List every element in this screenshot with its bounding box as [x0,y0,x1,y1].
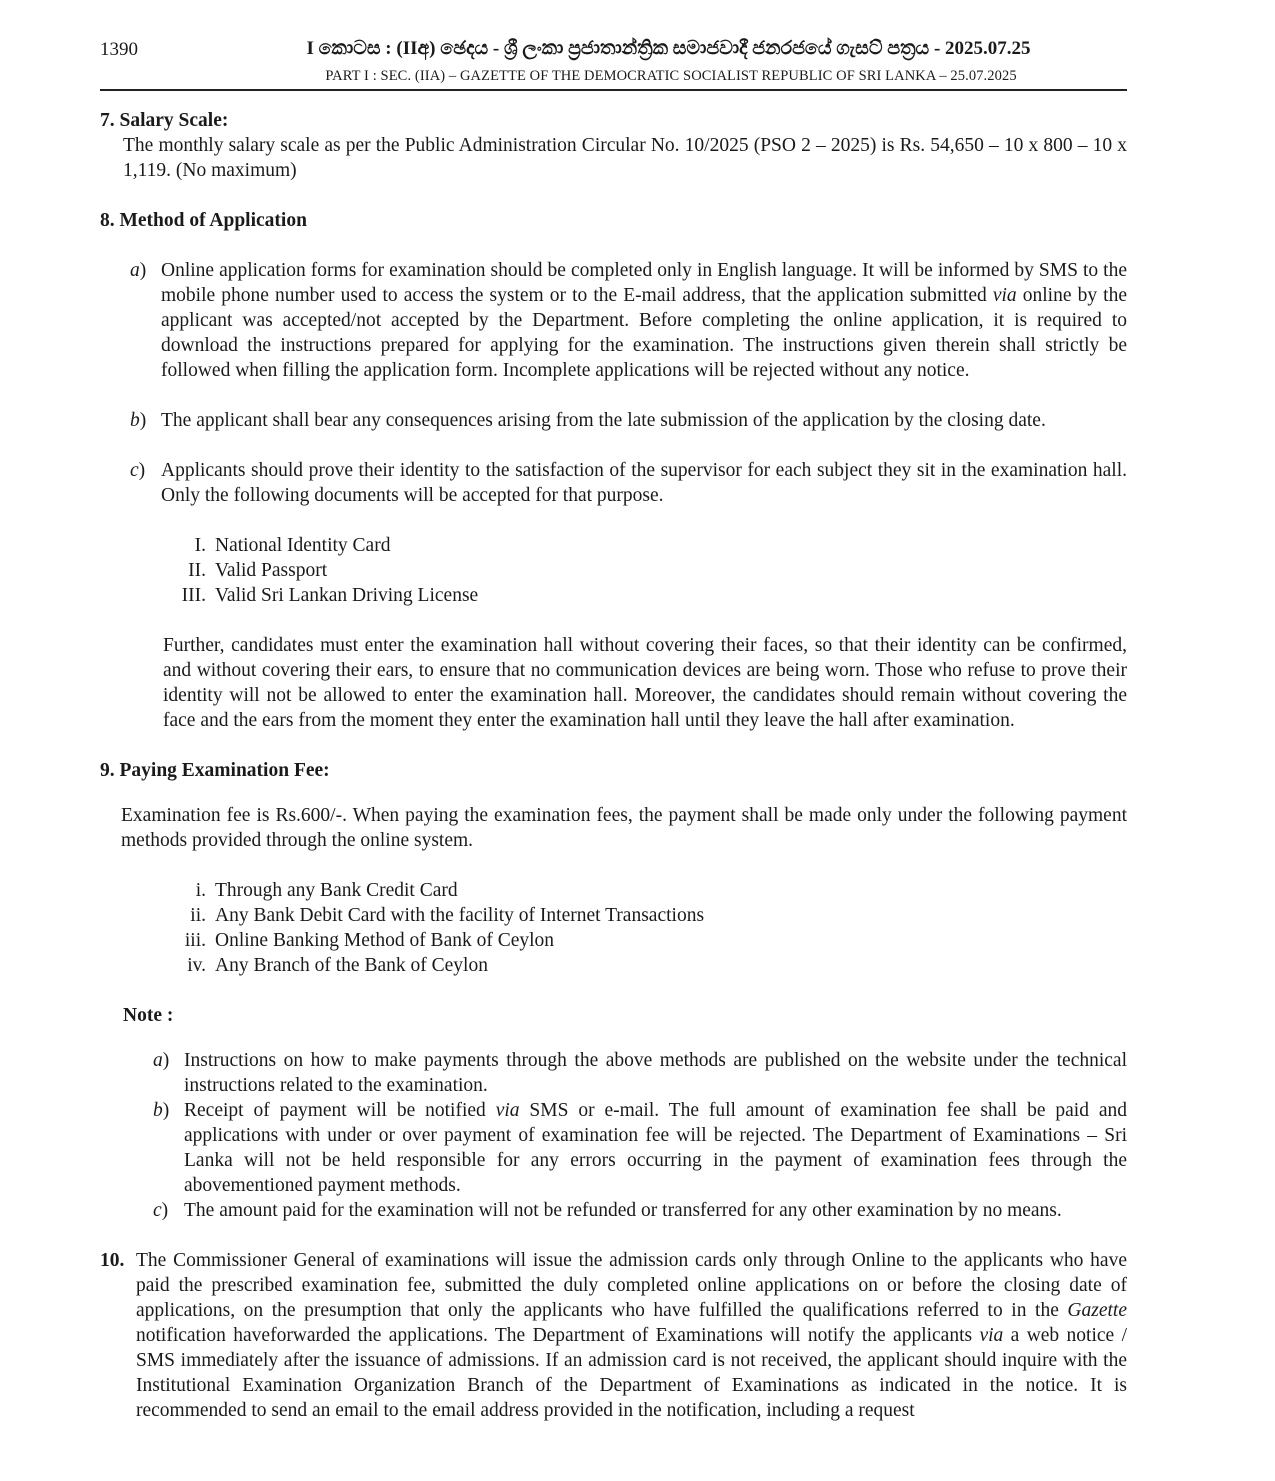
section-8-item-a [100,258,1127,383]
section-9 [100,758,1127,1223]
section-9-heading: 9. Paying Examination Fee: [100,760,330,781]
item-marker: a) [130,260,147,281]
note-heading: Note : [123,1005,174,1026]
section-10 [100,1248,1127,1423]
section-7 [100,108,1127,183]
section-10-text: The Commissioner General of examinations will issue the admission cards only through Online to the applicants who have paid the prescribed examination fee, submitted the duly completed online applications on or before the closing date of applications, on the presumption that only the applicants who have fulfilled the qualifications referred to in the [136,1250,1127,1321]
list-item: II. Valid Passport [188,560,328,581]
item-marker: b) [153,1100,170,1121]
identity-documents-list [100,533,1127,608]
list-item: III. Valid Sri Lankan Driving License [181,585,479,606]
item-text: SMS or e-mail. The full amount of examination fee shall be paid and applications with under or over payment of examination fee will be rejected. The Department of Examinations – Sri Lanka will not be held responsible for any errors occurring in the payment of examination fees through the abovementioned payment methods. [184,1100,1127,1196]
note-item-c [100,1198,1127,1223]
list-item: iii. Online Banking Method of Bank of Ceylon [184,930,555,951]
item-marker: a) [153,1050,170,1071]
section-10-text: a web notice / SMS immediately after the issuance of admissions. If an admission card is not received, the applicant should inquire with the Institutional Examination Organization Branch of the Department of Examinations as indicated in the notice. It is recommended to send an email to the email address provided in the notification, including a request [136,1325,1127,1421]
section-8-item-b [100,408,1127,433]
payment-methods-list [100,878,1127,978]
list-item: iv. Any Branch of the Bank of Ceylon [187,955,488,976]
section-9-text: Examination fee is Rs.600/-. When paying the examination fees, the payment shall be made only under the following payment methods provided through the online system. [121,805,1127,851]
item-text: The applicant shall bear any consequences arising from the late submission of the application by the closing date. [161,410,1046,431]
section-7-text: The monthly salary scale as per the Public Administration Circular No. 10/2025 (PSO 2 – 2025) is Rs. 54,650 – 10 x 800 – 10 x 1,119. (No maximum) [123,135,1127,181]
section-10-text-italic: Gazette [1067,1300,1127,1321]
page-number: 1390 [100,39,138,60]
section-10-text: notification haveforwarded the applications. The Department of Examinations will notify the applicants [136,1325,980,1346]
item-marker: c) [153,1200,169,1221]
list-item: I. National Identity Card [194,535,391,556]
item-text: Receipt of payment will be notified [184,1100,496,1121]
item-text: Applicants should prove their identity to the satisfaction of the supervisor for each subject they sit in the examination hall. Only the following documents will be accepted for that purpose. [161,460,1127,506]
section-10-number: 10. [100,1250,125,1271]
section-10-text-italic: via [979,1325,1004,1346]
section-8-item-c [100,458,1127,508]
item-text-italic: via [495,1100,520,1121]
item-text: Instructions on how to make payments through the above methods are published on the website under the technical instructions related to the examination. [184,1050,1127,1096]
header-sinhala-title: I කොටස : (IIඅ) ඡෙදය - ශ්‍රී ලංකා ප්‍රජාතාන්ත්‍රික සමාජවාදී ජනරජයේ ගැසට් පත්‍රය - 2025.07.25 [306,38,1031,59]
page-content [100,108,1127,1423]
list-item: ii. Any Bank Debit Card with the facility of Internet Transactions [190,905,705,926]
item-marker: b) [130,410,147,431]
item-text: Online application forms for examination should be completed only in English language. It will be informed by SMS to the mobile phone number used to access the system or to the E-mail address, that the application submitted [161,260,1127,306]
item-text-italic: via [992,285,1017,306]
section-8-heading: 8. Method of Application [100,210,307,231]
section-8-further-text: Further, candidates must enter the examination hall without covering their faces, so that their identity can be confirmed, and without covering their ears, to ensure that no communication devices are being worn. Those who refuse to prove their identity will not be allowed to enter the examination hall. Moreover, the candidates should remain without covering the face and the ears from the moment they enter the examination hall until they leave the hall after examination. [163,635,1127,731]
header-rule [100,89,1127,91]
section-8 [100,208,1127,733]
note-item-b [100,1098,1127,1198]
item-text: online by the applicant was accepted/not accepted by the Department. Before completing the online application, it is required to download the instructions prepared for applying for the examination. The instructions given therein shall strictly be followed when filling the application form. Incomplete applications will be rejected without any notice. [161,285,1127,381]
item-text: The amount paid for the examination will not be refunded or transferred for any other examination by no means. [184,1200,1062,1221]
list-item: i. Through any Bank Credit Card [195,880,458,901]
section-7-heading: 7. Salary Scale: [100,110,229,131]
item-marker: c) [130,460,146,481]
note-item-a [100,1048,1127,1098]
header-english-title: PART I : SEC. (IIA) – GAZETTE OF THE DEMOCRATIC SOCIALIST REPUBLIC OF SRI LANKA – 25.07.2025 [325,68,1017,84]
